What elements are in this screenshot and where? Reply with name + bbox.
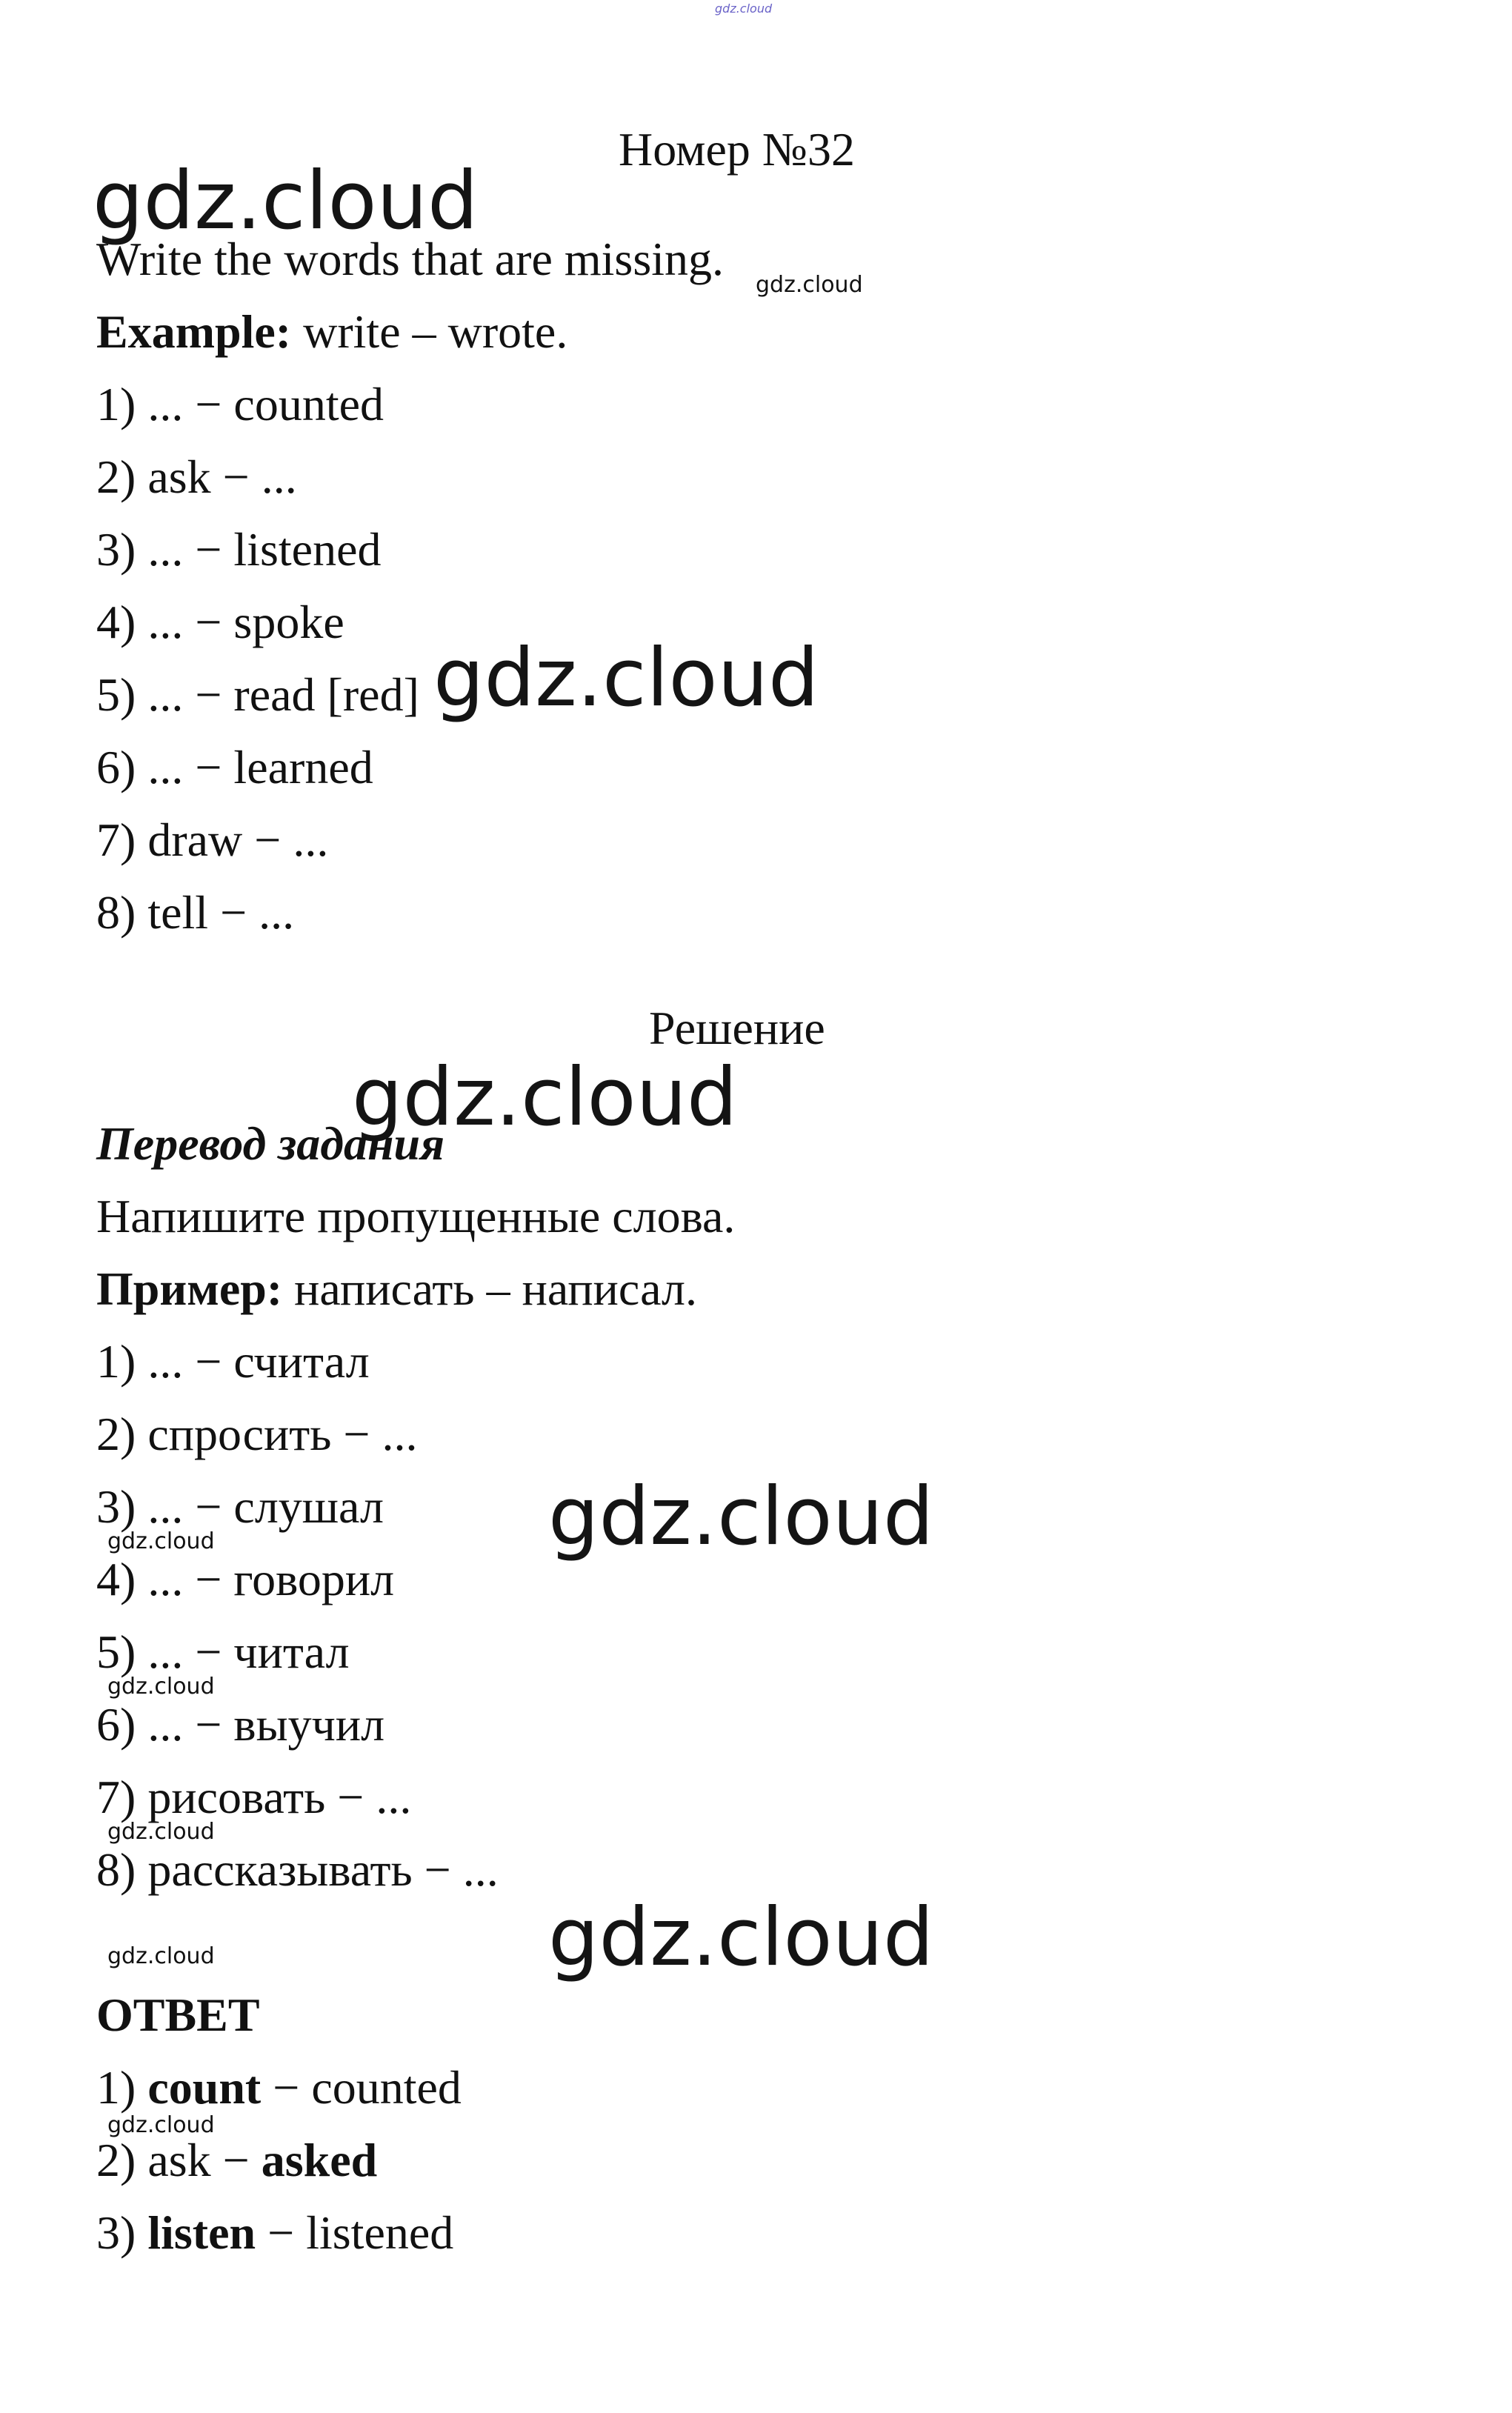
- answer-bold-word: asked: [261, 2134, 378, 2186]
- watermark-small: gdz.cloud: [107, 2112, 215, 2138]
- watermark-large: gdz.cloud: [352, 1051, 738, 1144]
- answer-sep: −: [210, 2134, 262, 2186]
- answer-word: counted: [311, 2061, 462, 2114]
- watermark-small: gdz.cloud: [107, 1943, 215, 1969]
- task-item: 6) ... − learned: [96, 741, 373, 793]
- top-watermark: gdz.cloud: [715, 1, 773, 16]
- translation-instruction: Напишите пропущенные слова.: [96, 1190, 736, 1242]
- answer-num: 2): [96, 2134, 148, 2186]
- task-number-heading: Номер №32: [619, 123, 855, 176]
- translation-item: 3) ... − слушал: [96, 1480, 384, 1533]
- watermark-small: gdz.cloud: [107, 1819, 215, 1845]
- answer-heading: ОТВЕТ: [96, 1988, 260, 2041]
- task-item: 3) ... − listened: [96, 523, 382, 576]
- translation-item: 6) ... − выучил: [96, 1698, 384, 1751]
- answer-num: 3): [96, 2206, 148, 2259]
- answer-item: [96, 2134, 378, 2186]
- task-item: 1) ... − counted: [96, 378, 384, 430]
- translation-item: 8) рассказывать − ...: [96, 1843, 499, 1896]
- translation-example-label: Пример:: [96, 1262, 283, 1315]
- answer-num: 1): [96, 2061, 148, 2114]
- translation-item: 1) ... − считал: [96, 1335, 370, 1388]
- translation-item: 4) ... − говорил: [96, 1553, 395, 1605]
- task-item: 4) ... − spoke: [96, 596, 344, 648]
- example-label: Example:: [96, 305, 292, 358]
- translation-item: 7) рисовать − ...: [96, 1771, 412, 1823]
- answer-item: [96, 2206, 454, 2259]
- answer-word: ask: [147, 2134, 211, 2186]
- task-item: 8) tell − ...: [96, 886, 295, 939]
- answer-word: listened: [306, 2206, 454, 2259]
- watermark-small: gdz.cloud: [756, 272, 863, 298]
- answer-sep: −: [256, 2206, 307, 2259]
- task-item: 7) draw − ...: [96, 813, 329, 866]
- translation-item: 2) спросить − ...: [96, 1408, 418, 1460]
- answer-sep: −: [261, 2061, 312, 2114]
- watermark-small: gdz.cloud: [107, 1674, 215, 1700]
- watermark-small: gdz.cloud: [107, 1528, 215, 1554]
- translation-item: 5) ... − читал: [96, 1625, 350, 1678]
- answer-bold-word: listen: [147, 2206, 256, 2259]
- solution-heading: Решение: [649, 1002, 825, 1054]
- task-item: 2) ask − ...: [96, 450, 297, 503]
- answer-bold-word: count: [147, 2061, 262, 2114]
- answer-item: [96, 2061, 462, 2114]
- watermark-large: gdz.cloud: [548, 1891, 934, 1984]
- example-text: write – wrote.: [291, 305, 568, 358]
- translation-example-text: написать – написал.: [282, 1262, 697, 1315]
- watermark-large: gdz.cloud: [548, 1471, 934, 1563]
- watermark-large: gdz.cloud: [93, 155, 479, 247]
- task-instruction: Write the words that are missing.: [96, 233, 724, 285]
- task-example: [96, 305, 568, 358]
- task-item: 5) ... − read [red]: [96, 668, 419, 721]
- watermark-large: gdz.cloud: [433, 632, 819, 725]
- translation-example: [96, 1262, 697, 1315]
- translation-heading: Перевод задания: [96, 1117, 445, 1170]
